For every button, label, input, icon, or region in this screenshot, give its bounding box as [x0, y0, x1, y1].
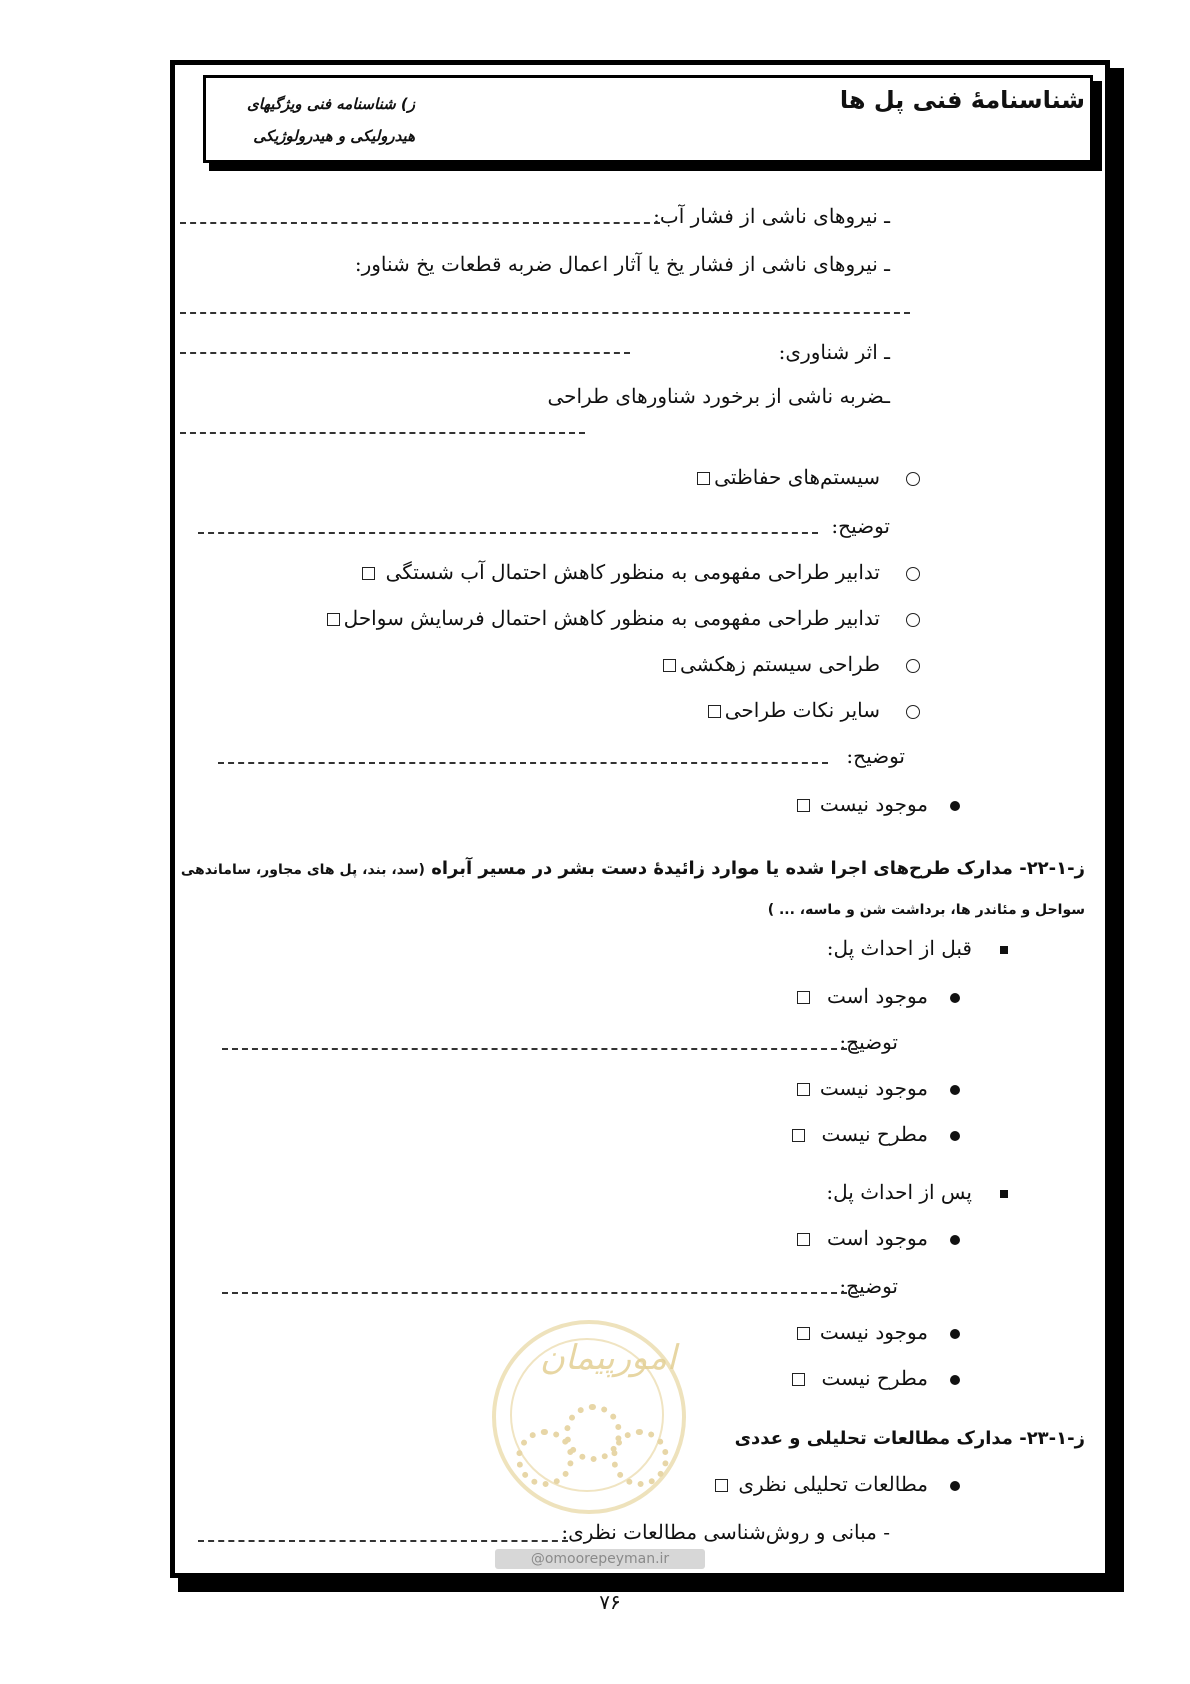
option-other-design: سایر نکات طراحی [704, 698, 920, 722]
bullet-icon [950, 801, 960, 811]
header-title: شناسنامۀ فنی پل ها [839, 86, 1085, 114]
checkbox-scour-measures[interactable] [362, 567, 375, 580]
hollow-bullet-icon [906, 613, 920, 627]
header-subtitle [215, 88, 415, 152]
debris-impact-line: ـضربه ناشی از برخورد شناورهای طراحی [547, 384, 890, 408]
hollow-bullet-icon [906, 659, 920, 673]
checkbox-protective-systems[interactable] [697, 472, 710, 485]
section-22-heading: ز-۱-۲۲- مدارک طرح‌های اجرا شده یا موارد زائیدۀ دست بشر در مسیر آبراه (سد، بند، پل های مجاور، ساماندهی [180, 858, 1085, 879]
explanation2-dashes [218, 762, 828, 764]
ice-pressure-dashes [180, 312, 910, 314]
explanation-label: توضیح: [831, 514, 890, 538]
water-pressure-dashes [180, 222, 660, 224]
debris-impact-dashes [180, 432, 585, 434]
bullet-icon [950, 1085, 960, 1095]
checkbox-before-not-available[interactable] [797, 1083, 810, 1096]
water-pressure-line: ـ نیروهای ناشی از فشار آب: [653, 204, 890, 228]
before-available: موجود است [793, 984, 960, 1008]
hollow-bullet-icon [906, 472, 920, 486]
before-explanation-dashes [222, 1048, 857, 1050]
checkbox-before-not-applicable[interactable] [792, 1129, 805, 1142]
after-available: موجود است [793, 1226, 960, 1250]
before-explanation: توضیح: [839, 1030, 898, 1054]
before-not-available: موجود نیست [793, 1076, 960, 1100]
option-protective-systems: سیستم‌های حفاظتی [693, 465, 920, 489]
checkbox-not-available[interactable] [797, 799, 810, 812]
checkbox-before-available[interactable] [797, 991, 810, 1004]
checkbox-after-available[interactable] [797, 1233, 810, 1246]
hollow-bullet-icon [906, 705, 920, 719]
option-erosion-measures: تدابیر طراحی مفهومی به منظور کاهش احتمال فرسایش سواحل [323, 606, 920, 630]
theoretical-basis: - مبانی و روش‌شناسی مطالعات نظری: [561, 1520, 890, 1544]
before-not-applicable: مطرح نیست [788, 1122, 960, 1146]
square-bullet-icon [1000, 946, 1008, 954]
buoyancy-line: ـ اثر شناوری: [778, 340, 890, 364]
bullet-icon [950, 1329, 960, 1339]
checkbox-after-not-applicable[interactable] [792, 1373, 805, 1386]
after-construction: پس از احداث پل: [826, 1180, 1008, 1204]
header-subtitle-line1: ز) شناسنامه فنی ویژگیهای [247, 95, 415, 113]
bullet-icon [950, 993, 960, 1003]
header-subtitle-line2: هیدرولیکی و هیدرولوژیکی [253, 127, 415, 145]
theoretical-basis-dashes [198, 1540, 568, 1542]
option-scour-measures: تدابیر طراحی مفهومی به منظور کاهش احتمال آب شستگی [358, 560, 920, 584]
square-bullet-icon [1000, 1190, 1008, 1198]
bullet-icon [950, 1131, 960, 1141]
watermark-url: @omoorepeyman.ir [495, 1549, 705, 1569]
after-explanation-dashes [222, 1292, 857, 1294]
hollow-bullet-icon [906, 567, 920, 581]
before-construction: قبل از احداث پل: [827, 936, 1008, 960]
checkbox-drainage[interactable] [663, 659, 676, 672]
bullet-icon [950, 1481, 960, 1491]
after-not-available: موجود نیست [793, 1320, 960, 1344]
section-22-heading-line2: سواحل و مئاندر ها، برداشت شن و ماسه، ... ) [767, 902, 1085, 918]
buoyancy-dashes [180, 352, 630, 354]
checkbox-theoretical-studies[interactable] [715, 1479, 728, 1492]
page-number: ۷۶ [599, 1590, 621, 1614]
checkbox-after-not-available[interactable] [797, 1327, 810, 1340]
ice-pressure-line: ـ نیروهای ناشی از فشار یخ یا آثار اعمال ضربه قطعات یخ شناور: [354, 252, 890, 276]
checkbox-erosion-measures[interactable] [327, 613, 340, 626]
gear-icon [611, 1429, 669, 1487]
option-not-available: موجود نیست [793, 792, 960, 816]
section-23-heading: ز-۱-۲۳- مدارک مطالعات تحلیلی و عددی [734, 1428, 1085, 1449]
after-explanation: توضیح: [839, 1274, 898, 1298]
explanation-dashes [198, 532, 818, 534]
checkbox-other-design[interactable] [708, 705, 721, 718]
bullet-icon [950, 1375, 960, 1385]
explanation2-label: توضیح: [846, 744, 905, 768]
theoretical-studies: مطالعات تحلیلی نظری [711, 1472, 960, 1496]
watermark-text: امورپیمان [540, 1338, 677, 1378]
after-not-applicable: مطرح نیست [788, 1366, 960, 1390]
bullet-icon [950, 1235, 960, 1245]
option-drainage: طراحی سیستم زهکشی [659, 652, 920, 676]
